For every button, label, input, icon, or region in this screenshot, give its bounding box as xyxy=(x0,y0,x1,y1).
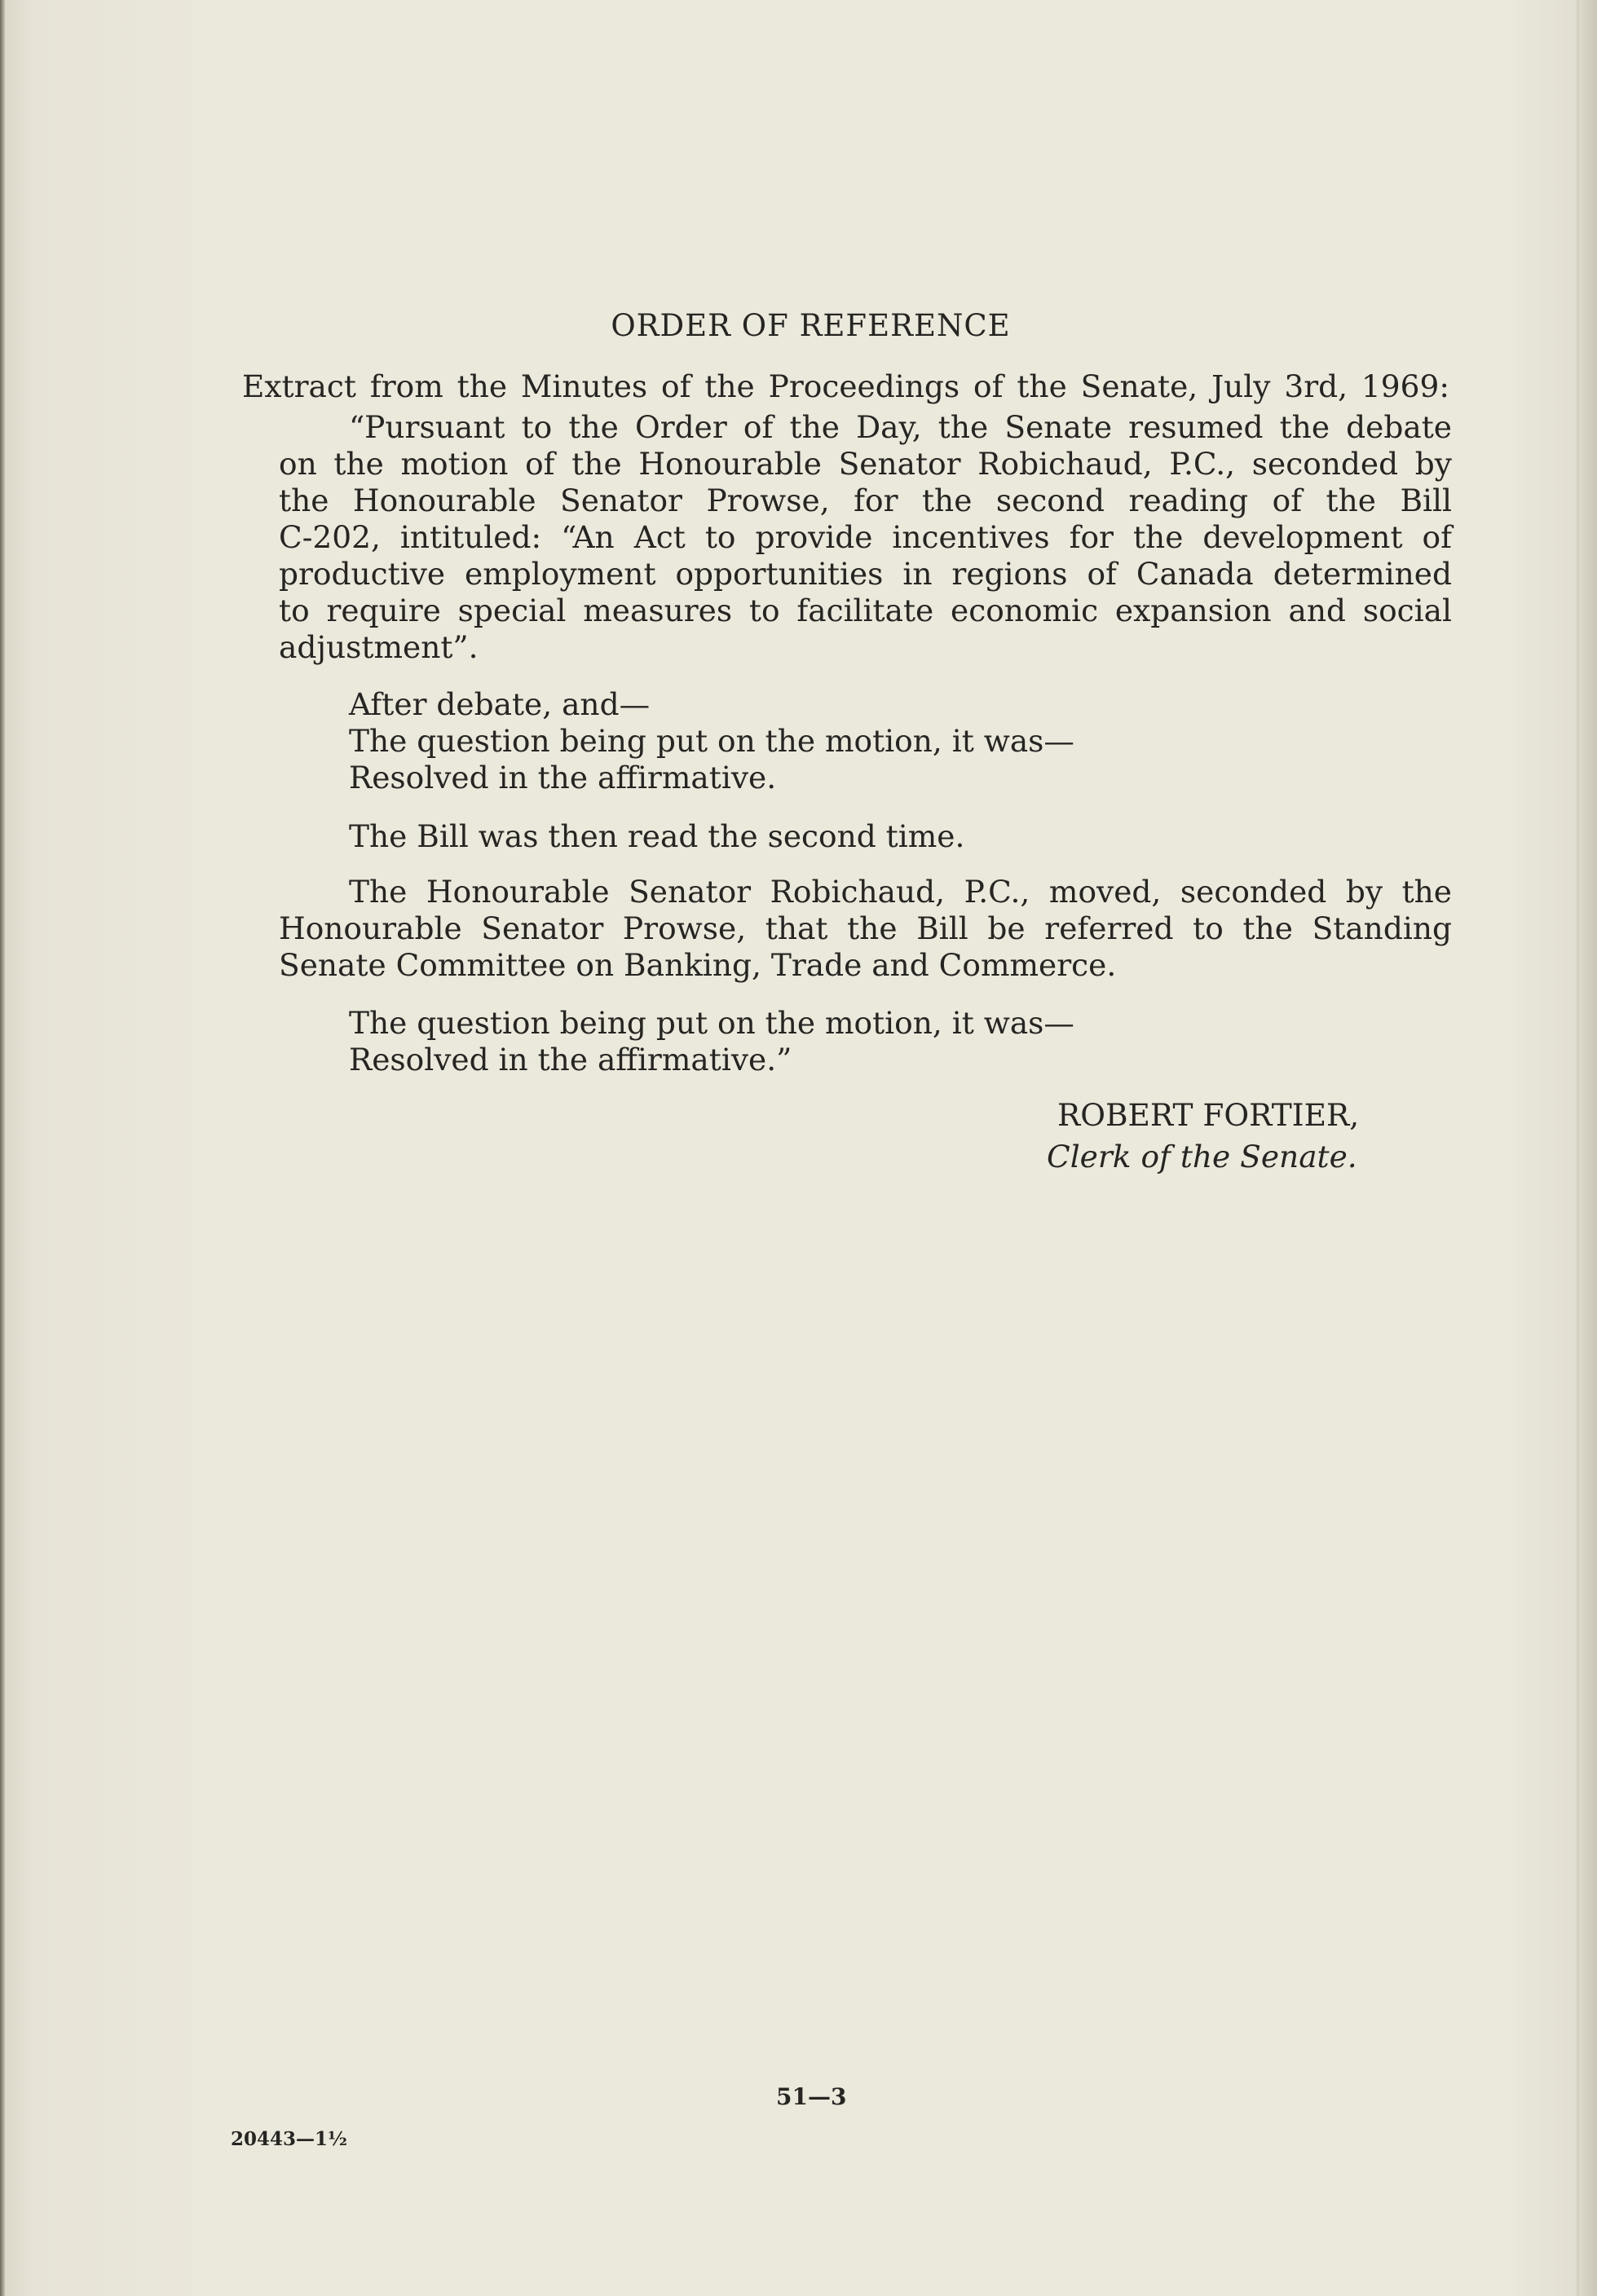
signature-name: ROBERT FORTIER, xyxy=(1057,1097,1360,1133)
paragraph-5 xyxy=(349,1005,1074,1078)
paragraph-4-line: The Honourable Senator Robichaud, P.C., moved, seconded by the xyxy=(349,874,1452,910)
paragraph-1-line: the Honourable Senator Prowse, for the second reading of the Bill xyxy=(279,483,1452,518)
paragraph-3 xyxy=(349,818,964,855)
paragraph-3-line: The Bill was then read the second time. xyxy=(349,818,965,854)
paragraph-1-line: “Pursuant to the Order of the Day, the Senate resumed the debate xyxy=(349,409,1452,445)
paragraph-2-line: The question being put on the motion, it was— xyxy=(349,723,1074,759)
print-code: 20443—1½ xyxy=(231,2128,348,2150)
paragraph-1 xyxy=(279,409,1452,666)
paragraph-5-line: Resolved in the affirmative.” xyxy=(349,1042,792,1077)
signature-title: Clerk of the Senate. xyxy=(1047,1139,1357,1174)
paragraph-2 xyxy=(349,686,1074,796)
paragraph-4-line: Honourable Senator Prowse, that the Bill be referred to the Standing xyxy=(279,910,1452,946)
paragraph-1-line: to require special measures to facilitate economic expansion and social xyxy=(279,593,1452,628)
paragraph-1-line: C-202, intituled: “An Act to provide incentives for the development of xyxy=(279,519,1452,555)
paragraph-4-line: Senate Committee on Banking, Trade and Commerce. xyxy=(279,947,1117,983)
page-right-edge xyxy=(1577,0,1579,2296)
page-binding-edge xyxy=(0,0,5,2296)
extract-line: Extract from the Minutes of the Proceedings of the Senate, July 3rd, 1969: xyxy=(242,368,1449,404)
paragraph-1-line: on the motion of the Honourable Senator Robichaud, P.C., seconded by xyxy=(279,446,1452,482)
extract-line-block xyxy=(242,368,1449,405)
paragraph-4 xyxy=(279,874,1452,984)
paragraph-2-line: After debate, and— xyxy=(349,686,651,722)
paragraph-1-line: productive employment opportunities in regions of Canada determined xyxy=(279,556,1452,592)
page-title: ORDER OF REFERENCE xyxy=(611,308,1011,343)
page-number: 51—3 xyxy=(776,2083,847,2110)
paragraph-5-line: The question being put on the motion, it was— xyxy=(349,1005,1074,1041)
paragraph-1-line: adjustment”. xyxy=(279,629,479,665)
paragraph-2-line: Resolved in the affirmative. xyxy=(349,760,777,795)
